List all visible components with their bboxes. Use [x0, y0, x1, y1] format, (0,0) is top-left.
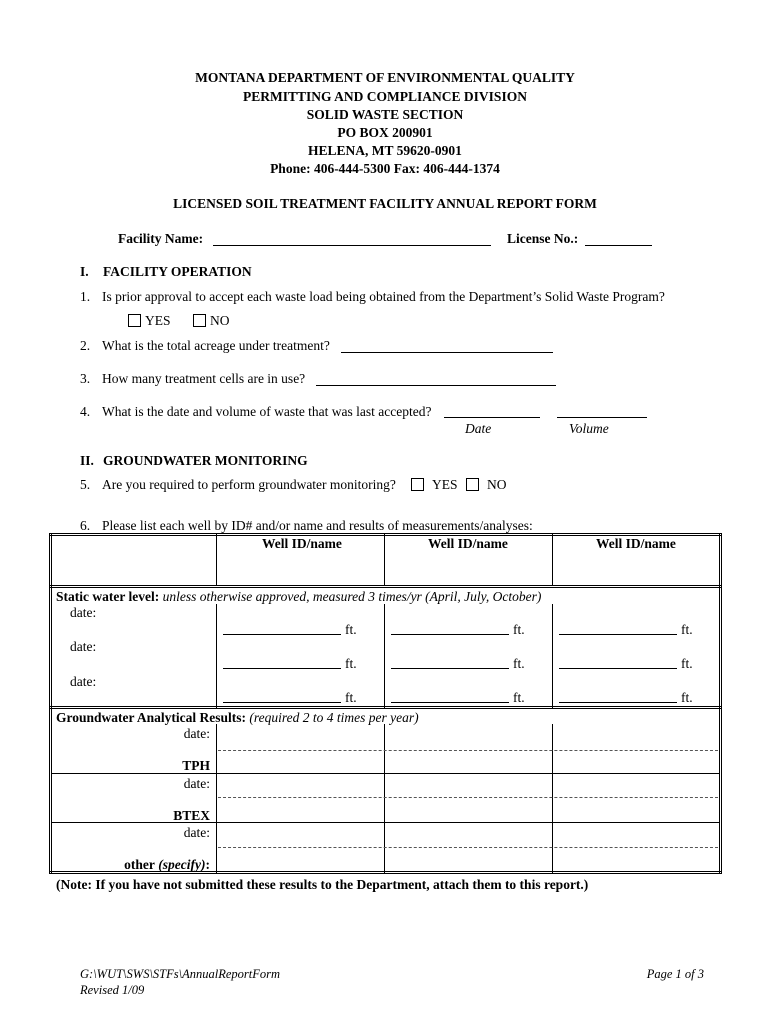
static-date-label-2: date:	[70, 639, 97, 654]
q5-no-checkbox[interactable]	[466, 478, 479, 491]
question-6-text: Please list each well by ID# and/or name and results of measurements/analyses:	[102, 518, 533, 533]
question-4-number: 4.	[80, 404, 91, 419]
header-col-line-2	[384, 533, 385, 586]
section-name: SOLID WASTE SECTION	[306, 107, 464, 122]
static-level-field-r3-w2[interactable]	[391, 702, 509, 703]
well-id-header-1: Well ID/name	[262, 536, 342, 551]
last-accepted-date-field[interactable]	[444, 417, 540, 418]
footer-file-path: G:\WUT\SWS\STFs\AnnualReportForm	[80, 967, 280, 981]
analytical-dashed-line-2	[218, 797, 718, 798]
question-1-text: Is prior approval to accept each waste load being obtained from the Department’s Solid Waste Program?	[102, 289, 665, 304]
footer-page-number: Page 1 of 3	[646, 967, 704, 981]
static-level-field-r1-w3[interactable]	[559, 634, 677, 635]
question-5-text: Are you required to perform groundwater monitoring?	[102, 477, 396, 492]
static-level-field-r1-w2[interactable]	[391, 634, 509, 635]
ft-unit: ft.	[681, 622, 693, 637]
section-1-title: FACILITY OPERATION	[103, 264, 252, 279]
static-col-line-3	[552, 604, 553, 708]
volume-caption: Volume	[569, 421, 609, 436]
po-box: PO BOX 200901	[337, 125, 433, 140]
treatment-cells-field[interactable]	[316, 385, 556, 386]
analytical-results-row-label	[56, 710, 419, 726]
ft-unit: ft.	[681, 690, 693, 705]
static-col-line-1	[216, 604, 217, 708]
question-2-number: 2.	[80, 338, 91, 353]
ft-unit: ft.	[513, 690, 525, 705]
static-date-label-3: date:	[70, 674, 97, 689]
q1-yes-checkbox[interactable]	[128, 314, 141, 327]
analytical-dashed-line-1	[218, 750, 718, 751]
form-title: LICENSED SOIL TREATMENT FACILITY ANNUAL REPORT FORM	[173, 196, 597, 211]
q5-yes-checkbox[interactable]	[411, 478, 424, 491]
ft-unit: ft.	[345, 656, 357, 671]
question-6-number: 6.	[80, 518, 91, 533]
ft-unit: ft.	[513, 656, 525, 671]
city-state-zip: HELENA, MT 59620-0901	[308, 143, 462, 158]
analytical-results-label: Groundwater Analytical Results:	[56, 710, 247, 725]
analytical-date-label-2: date:	[183, 776, 210, 791]
static-level-field-r2-w2[interactable]	[391, 668, 509, 669]
submission-note: (Note: If you have not submitted these results to the Department, attach them to this report.)	[56, 877, 589, 892]
other-colon: :	[205, 857, 210, 872]
analytical-date-label-1: date:	[183, 726, 210, 741]
analytical-dashed-line-3	[218, 847, 718, 848]
section-separator	[49, 706, 722, 709]
phone-fax: Phone: 406-444-5300 Fax: 406-444-1374	[270, 161, 500, 176]
other-label: other	[124, 857, 155, 872]
agency-name: MONTANA DEPARTMENT OF ENVIRONMENTAL QUALITY	[195, 70, 575, 85]
analytical-col-line-3	[552, 724, 553, 873]
section-1-number: I.	[80, 264, 89, 279]
static-date-label-1: date:	[70, 605, 97, 620]
question-3-number: 3.	[80, 371, 91, 386]
static-level-field-r3-w1[interactable]	[223, 702, 341, 703]
question-4-text: What is the date and volume of waste that was last accepted?	[102, 404, 432, 419]
other-specify-label	[56, 857, 210, 873]
section-2-number: II.	[80, 453, 94, 468]
static-col-line-2	[384, 604, 385, 708]
facility-name-field[interactable]	[213, 245, 491, 246]
static-level-field-r2-w1[interactable]	[223, 668, 341, 669]
static-water-level-row-label	[56, 589, 541, 605]
q5-yes-label: YES	[432, 477, 458, 492]
static-level-field-r3-w3[interactable]	[559, 702, 677, 703]
question-5-number: 5.	[80, 477, 91, 492]
date-caption: Date	[465, 421, 492, 436]
q1-no-checkbox[interactable]	[193, 314, 206, 327]
well-id-header-3: Well ID/name	[596, 536, 676, 551]
facility-name-label: Facility Name:	[118, 231, 204, 246]
header-col-line-1	[216, 533, 217, 586]
question-2-text: What is the total acreage under treatment?	[102, 338, 330, 353]
ft-unit: ft.	[345, 690, 357, 705]
well-id-header-2: Well ID/name	[428, 536, 508, 551]
analytical-col-line-2	[384, 724, 385, 873]
division-name: PERMITTING AND COMPLIANCE DIVISION	[243, 89, 527, 104]
q5-no-label: NO	[487, 477, 507, 492]
acreage-field[interactable]	[341, 352, 553, 353]
static-water-level-note: unless otherwise approved, measured 3 times/yr (April, July, October)	[162, 589, 542, 604]
static-water-level-label: Static water level:	[56, 589, 160, 604]
question-3-text: How many treatment cells are in use?	[102, 371, 306, 386]
question-1-number: 1.	[80, 289, 91, 304]
header-separator	[49, 585, 722, 588]
q1-no-label: NO	[210, 313, 230, 328]
static-level-field-r2-w3[interactable]	[559, 668, 677, 669]
ft-unit: ft.	[513, 622, 525, 637]
ft-unit: ft.	[681, 656, 693, 671]
section-2-title: GROUNDWATER MONITORING	[103, 453, 308, 468]
license-no-field[interactable]	[585, 245, 652, 246]
analytical-col-line-1	[216, 724, 217, 873]
last-accepted-volume-field[interactable]	[557, 417, 647, 418]
q1-yes-label: YES	[145, 313, 171, 328]
analytical-date-label-3: date:	[183, 825, 210, 840]
specify-label: (specify)	[158, 857, 206, 872]
footer-revised: Revised 1/09	[80, 983, 145, 997]
license-no-label: License No.:	[507, 231, 579, 246]
tph-label: TPH	[182, 758, 210, 773]
static-level-field-r1-w1[interactable]	[223, 634, 341, 635]
ft-unit: ft.	[345, 622, 357, 637]
btex-label: BTEX	[173, 808, 210, 823]
analytical-results-note: (required 2 to 4 times per year)	[249, 710, 419, 725]
header-col-line-3	[552, 533, 553, 586]
